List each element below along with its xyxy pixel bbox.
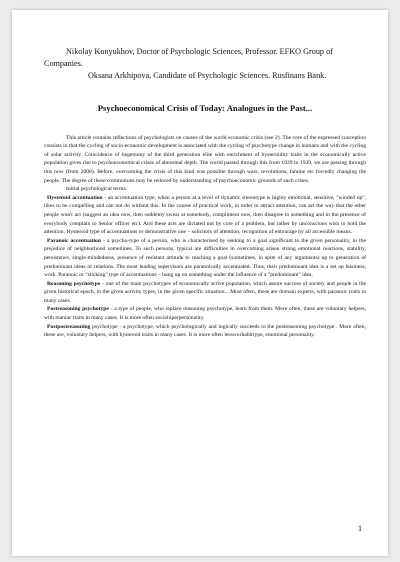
page-number: 1 — [358, 524, 362, 534]
document-page — [12, 10, 388, 556]
intro-paragraph: This article contains reflections of psychologists on causes of the world economic crisis (see 2). The core of the expressed conception consists in that the cycling of socio-economic development is associated with the cycling of psychotype change in humans and with the cycling of solar activity. Coincidence of hegemony of the third generation elite with enrichment of hysteroidity traits in the economically active population gives rise to psychoeconomical crises of abnormal depth. The world passed through this from 1929 to 1939, we are passing through this now (from 2008). Before, overcoming the crisis of this kind was possible through wars, revolutions, famine etc forcedly changing the people. The degree of these commotions may be reduced by understanding of psychoeconomic grounds of such crises. — [44, 134, 366, 184]
term-name: Paranoic accentuation — [47, 237, 101, 244]
term-name: Postpostreasoning — [47, 323, 91, 330]
term-paragraph-hysteroid — [44, 194, 366, 237]
term-name: Hysteroid accentuation — [47, 194, 103, 201]
term-paragraph-postpostreasoning — [44, 323, 366, 340]
document-title: Psychoeconomical Crisis of Today: Analogues in the Past... — [97, 102, 313, 113]
term-name: Postreasoning psychotype — [47, 306, 109, 313]
term-paragraph-postreasoning — [44, 305, 366, 322]
term-definition: - an accentuation type, when a person at a level of dynamic stereotype is highly emotional, sensitive, "winded up", likes to be compelling and can not do without this. In the course of practical work, in order to attract attention, can act the way that the other people won't act (suggest an idea now, then suddenly swear at somebody, compliment now, then disagree to something and in the presence of everybody complain to Senior officer etc). And these acts are dictated not by core of a problem, but rather by unconscious wish to hold the attention. Hysteroid type of accentuations or demonstrative one – solicitors of attention, recognition of entourage by all accessible means. — [44, 194, 366, 236]
document-body — [44, 134, 366, 340]
term-paragraph-reasoning — [44, 280, 366, 306]
author-line-1: Nikolay Konyukhov, Doctor of Psychologic Sciences, Professor. EFKO Group of Companies. — [44, 47, 333, 69]
author-line-2: Oksana Arkhipova, Candidate of Psychologic Sciences. Rusfinans Bank. — [88, 71, 327, 81]
term-definition: - one of the main psychotypes of economically active population, which assure success of society and people in the given historical epoch, in the given activity types, in the given specific situation... Most often, these are domain experts, with paranoic traits in many cases. — [44, 280, 366, 304]
term-definition: - a type of people, who replace reasoning psychotype, learn from them. More often, these are voluntary helpers, with maniac traits in many cases. It is more often sociohiperpersonality. — [44, 306, 366, 322]
term-name: Reasoning psychotype — [47, 280, 101, 287]
term-definition: - a psycho-type of a person, who is characterised by seeking to a goal significant to the given personality, to the prejudice of neighborhood sometimes. To such persons, typical are difficulties in overcoming arisen strong emotional reactions, stability, persistence, single-mindedness, presence of resistant attitude to reaching a goal (sometimes, in spite of any arguments) up to generation of predominant ideas or relations. The most leading supervisors are paranoically accentuated. Thus, their predominant idea is a set up business, work. Paranoic or "sticking" type of accentuations – hung up on something under the influence of a "predominant" idea. — [44, 237, 366, 279]
initial-terms-heading: Initial psychological terms. — [66, 186, 128, 193]
authors-block — [44, 46, 366, 83]
term-definition: psychotype - a psychotype, which psychologically and logically succeeds to the postreasoning psychotype . More often, these are, voluntary helpers, with hysteroid traits in many cases. It is more often lessworkablrtype, emotional personality. — [44, 323, 366, 339]
term-paragraph-paranoic — [44, 237, 366, 280]
